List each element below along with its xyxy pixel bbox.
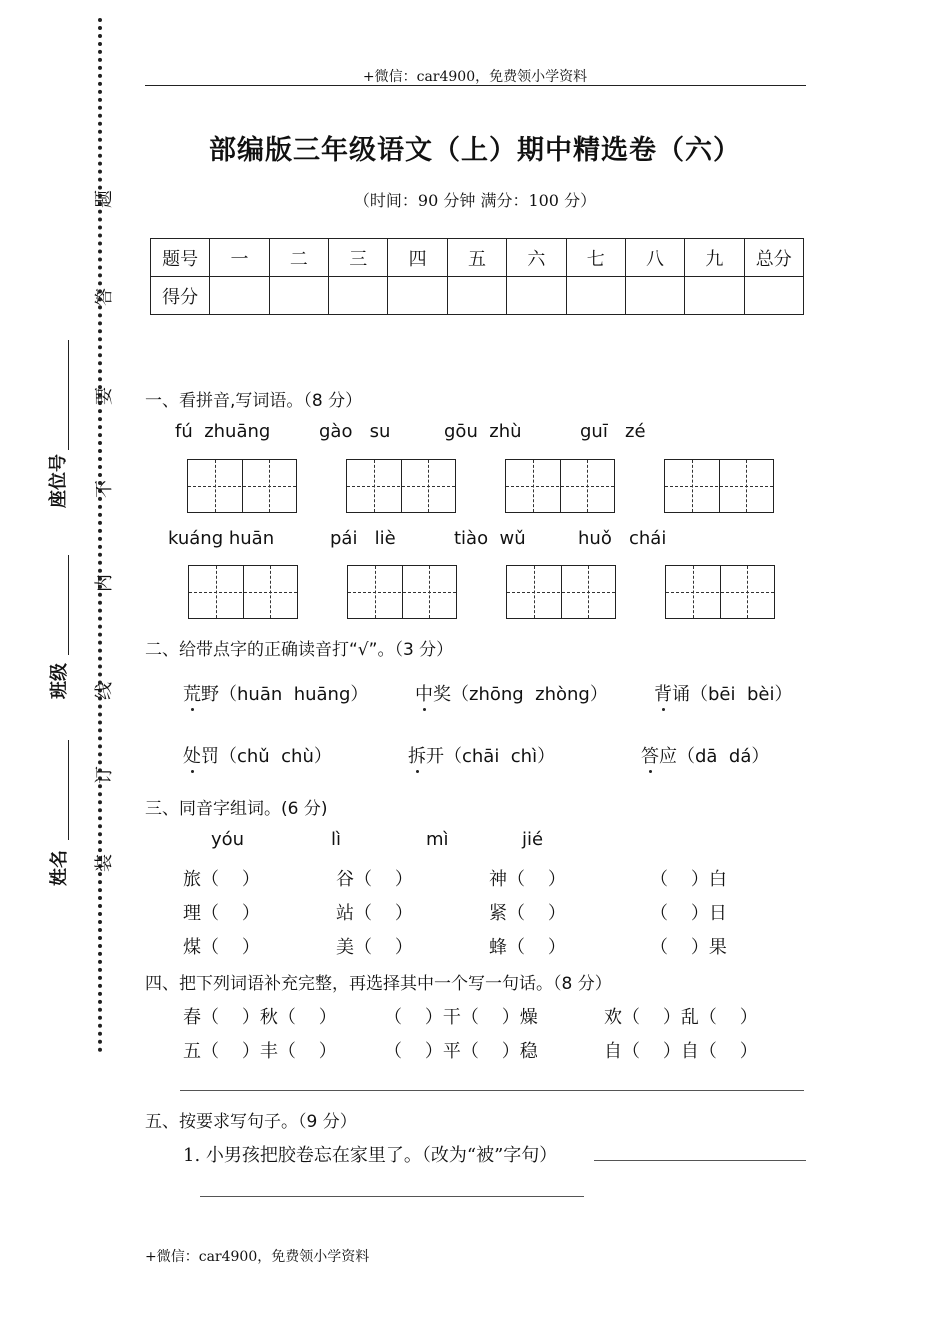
word-blank[interactable]: 美（ ） bbox=[336, 937, 413, 958]
table-header-cell: 九 bbox=[685, 239, 744, 277]
dotted-char: 中 bbox=[415, 684, 433, 705]
pinyin-label: lì bbox=[331, 829, 342, 850]
name-label: 姓名 bbox=[49, 850, 70, 886]
score-table bbox=[150, 238, 804, 315]
score-cell[interactable] bbox=[685, 277, 744, 315]
item-text: 开（chāi chì） bbox=[426, 746, 556, 767]
pronunciation-item[interactable] bbox=[415, 680, 608, 706]
idiom-blank[interactable]: 欢（ ）乱（ ） bbox=[604, 1007, 758, 1028]
notice-char: 订 bbox=[94, 766, 115, 784]
item-text: 应（dā dá） bbox=[659, 746, 770, 767]
notice-char: 内 bbox=[94, 574, 115, 592]
pronunciation-item[interactable] bbox=[183, 680, 368, 706]
pinyin-label: gōu zhù bbox=[444, 421, 522, 442]
word-blank[interactable]: 蜂（ ） bbox=[489, 937, 566, 958]
idiom-blank[interactable]: 春（ ）秋（ ） bbox=[183, 1007, 337, 1028]
word-blank[interactable]: 谷（ ） bbox=[336, 869, 413, 890]
word-blank[interactable]: 旅（ ） bbox=[183, 869, 260, 890]
dotted-char: 荒 bbox=[183, 684, 201, 705]
writing-grid[interactable] bbox=[187, 459, 297, 513]
class-label: 班级 bbox=[49, 663, 70, 699]
notice-char: 线 bbox=[94, 682, 115, 700]
notice-char: 装 bbox=[94, 854, 115, 872]
answer-line[interactable] bbox=[200, 1196, 584, 1197]
writing-grid[interactable] bbox=[505, 459, 615, 513]
exam-info: （时间：90 分钟 满分：100 分） bbox=[353, 191, 597, 210]
word-blank[interactable]: （ ）白 bbox=[650, 869, 727, 890]
item-text: 罚（chǔ chù） bbox=[201, 746, 332, 767]
word-blank[interactable]: 煤（ ） bbox=[183, 937, 260, 958]
writing-grid[interactable] bbox=[506, 565, 616, 619]
table-header-cell: 三 bbox=[329, 239, 388, 277]
table-header-cell: 四 bbox=[388, 239, 447, 277]
pinyin-label: gào su bbox=[319, 421, 391, 442]
seat-label: 座位号 bbox=[48, 454, 69, 508]
dotted-char: 背 bbox=[654, 684, 672, 705]
seat-line[interactable] bbox=[68, 340, 69, 450]
header-note: +微信：car4900，免费领小学资料 bbox=[362, 69, 588, 85]
writing-grid[interactable] bbox=[347, 565, 457, 619]
idiom-blank[interactable]: 五（ ）丰（ ） bbox=[183, 1041, 337, 1062]
word-blank[interactable]: （ ）果 bbox=[650, 937, 727, 958]
pinyin-label: yóu bbox=[211, 829, 245, 850]
score-cell[interactable] bbox=[329, 277, 388, 315]
pronunciation-item[interactable] bbox=[183, 742, 332, 768]
question-1: 1. 小男孩把胶卷忘在家里了。（改为“被”字句） bbox=[183, 1145, 558, 1166]
table-header-cell: 五 bbox=[447, 239, 506, 277]
table-header-cell: 一 bbox=[210, 239, 269, 277]
table-header-cell: 题号 bbox=[151, 239, 210, 277]
score-cell[interactable] bbox=[744, 277, 803, 315]
section-2-heading: 二、给带点字的正确读音打“√”。（3 分） bbox=[145, 640, 454, 660]
word-blank[interactable]: 紧（ ） bbox=[489, 903, 566, 924]
pronunciation-item[interactable] bbox=[641, 742, 769, 768]
writing-grid[interactable] bbox=[665, 565, 775, 619]
score-cell[interactable] bbox=[507, 277, 566, 315]
notice-char: 不 bbox=[94, 480, 115, 498]
binding-dotted-line bbox=[98, 18, 102, 1053]
notice-char: 答 bbox=[94, 288, 115, 306]
section-5-heading: 五、按要求写句子。（9 分） bbox=[145, 1112, 357, 1132]
notice-char: 题 bbox=[94, 190, 115, 208]
sentence-answer-line[interactable] bbox=[180, 1090, 804, 1091]
dotted-char: 答 bbox=[641, 746, 659, 767]
item-text: 诵（bēi bèi） bbox=[672, 684, 793, 705]
pinyin-label: tiào wǔ bbox=[454, 528, 526, 549]
word-blank[interactable]: 站（ ） bbox=[336, 903, 413, 924]
table-header-cell: 七 bbox=[566, 239, 625, 277]
idiom-blank[interactable]: （ ）平（ ）稳 bbox=[384, 1041, 538, 1062]
section-3-heading: 三、同音字组词。(6 分) bbox=[145, 799, 328, 819]
word-blank[interactable]: 理（ ） bbox=[183, 903, 260, 924]
pinyin-label: pái liè bbox=[330, 528, 396, 549]
table-header-cell: 二 bbox=[269, 239, 328, 277]
word-blank[interactable]: 神（ ） bbox=[489, 869, 566, 890]
score-cell[interactable] bbox=[566, 277, 625, 315]
idiom-blank[interactable]: 自（ ）自（ ） bbox=[604, 1041, 758, 1062]
score-cell[interactable] bbox=[388, 277, 447, 315]
score-cell[interactable] bbox=[269, 277, 328, 315]
pinyin-label: mì bbox=[426, 829, 449, 850]
notice-char: 要 bbox=[94, 387, 115, 405]
table-header-cell: 总分 bbox=[744, 239, 803, 277]
answer-line[interactable] bbox=[594, 1160, 806, 1161]
table-row bbox=[151, 277, 804, 315]
pronunciation-item[interactable] bbox=[654, 680, 792, 706]
pronunciation-item[interactable] bbox=[408, 742, 555, 768]
word-blank[interactable]: （ ）日 bbox=[650, 903, 727, 924]
table-row bbox=[151, 239, 804, 277]
item-text: 野（huān huāng） bbox=[201, 684, 369, 705]
dotted-char: 处 bbox=[183, 746, 201, 767]
item-text: 奖（zhōng zhòng） bbox=[433, 684, 608, 705]
section-1-heading: 一、看拼音,写词语。（8 分） bbox=[145, 391, 363, 411]
pinyin-label: huǒ chái bbox=[578, 528, 667, 549]
score-cell[interactable] bbox=[447, 277, 506, 315]
score-label-cell: 得分 bbox=[151, 277, 210, 315]
writing-grid[interactable] bbox=[188, 565, 298, 619]
dotted-char: 拆 bbox=[408, 746, 426, 767]
pinyin-label: fú zhuāng bbox=[175, 421, 271, 442]
idiom-blank[interactable]: （ ）干（ ）燥 bbox=[384, 1007, 538, 1028]
footer-note: +微信：car4900，免费领小学资料 bbox=[145, 1249, 370, 1265]
name-line[interactable] bbox=[68, 740, 69, 840]
header-rule bbox=[145, 85, 806, 86]
table-header-cell: 六 bbox=[507, 239, 566, 277]
class-line[interactable] bbox=[68, 555, 69, 655]
writing-grid[interactable] bbox=[346, 459, 456, 513]
writing-grid[interactable] bbox=[664, 459, 774, 513]
section-4-heading: 四、把下列词语补充完整，再选择其中一个写一句话。（8 分） bbox=[145, 974, 612, 994]
table-header-cell: 八 bbox=[625, 239, 684, 277]
score-cell[interactable] bbox=[625, 277, 684, 315]
pinyin-label: guī zé bbox=[580, 421, 646, 442]
score-cell[interactable] bbox=[210, 277, 269, 315]
page-title: 部编版三年级语文（上）期中精选卷（六） bbox=[209, 135, 741, 166]
pinyin-label: jié bbox=[522, 829, 544, 850]
pinyin-label: kuáng huān bbox=[168, 528, 275, 549]
